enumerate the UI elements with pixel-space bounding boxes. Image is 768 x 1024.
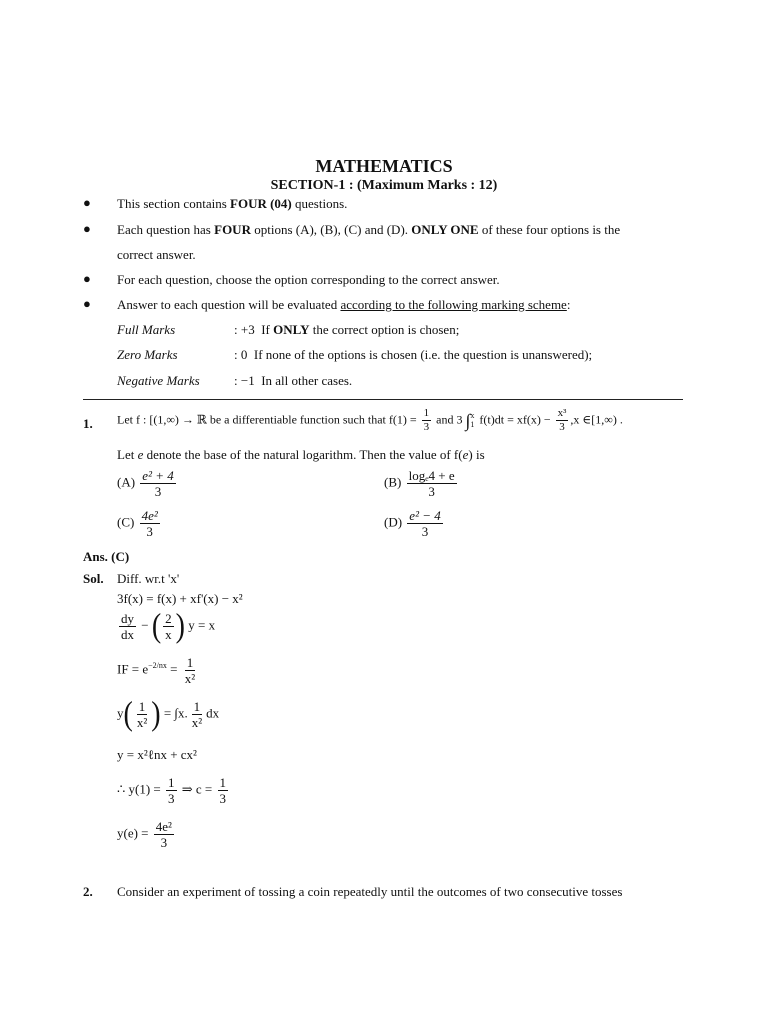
fraction-num: 1 (423, 407, 430, 419)
fraction (218, 776, 229, 805)
text: IF = e (117, 661, 149, 677)
fraction-den: x² (191, 715, 203, 730)
text: : (566, 297, 571, 312)
paren-close: ) (175, 607, 185, 645)
text: ⇒ c = (181, 781, 213, 797)
fraction-den: 3 (219, 791, 227, 806)
text: If (261, 322, 274, 337)
upper-limit: x (470, 410, 475, 420)
fraction-num: 1 (138, 699, 146, 714)
fraction-num: dy (121, 611, 134, 626)
marking-label-full: Full Marks (117, 322, 176, 337)
marking-label-negative: Negative Marks (117, 373, 200, 388)
text: In all other cases. (261, 373, 353, 388)
page-title: MATHEMATICS (315, 156, 453, 176)
fraction-den: dx (121, 627, 134, 642)
question-2-stem: Consider an experiment of tossing a coin repeatedly until the outcomes of two consecutive tosses (117, 884, 623, 899)
fraction (154, 820, 174, 849)
fraction (183, 656, 197, 685)
text: If none of the options is chosen (i.e. the question is unanswered); (253, 347, 593, 362)
underlined-text: according to the following marking scheme (340, 297, 567, 312)
fraction-den: x (165, 627, 172, 642)
fraction-num: 1 (186, 655, 194, 670)
fraction (119, 612, 136, 641)
fraction-den: 3 (421, 524, 429, 539)
text: Let f : [(1,∞) → ℝ be a differentiable function such that f(1) = (117, 412, 417, 427)
option-label: (C) (117, 514, 135, 530)
option-fraction (407, 509, 442, 538)
fraction-num: e² − 4 (409, 508, 441, 523)
text: questions. (291, 196, 348, 211)
option-fraction (407, 469, 457, 498)
answer: Ans. (C) (83, 549, 130, 564)
text: e (137, 447, 144, 462)
text: This section contains (117, 196, 231, 211)
bold-text: ONLY ONE (411, 222, 479, 237)
solution-line-8 (117, 820, 176, 849)
option-label: (D) (384, 514, 403, 530)
fraction-num: x³ (557, 407, 567, 419)
integral-icon: ∫ (465, 410, 471, 431)
text: ) is (468, 447, 485, 462)
text: y = x (188, 617, 216, 633)
fraction-den: 3 (168, 791, 175, 806)
bullet-icon: ● (83, 296, 91, 311)
fraction (190, 700, 204, 729)
fraction-num: 1 (168, 775, 175, 790)
fraction (166, 776, 177, 805)
marking-label-zero: Zero Marks (117, 347, 178, 362)
solution-line-2: 3f(x) = f(x) + xf'(x) − x² (117, 591, 243, 606)
exponent: −2/nx (148, 661, 167, 671)
fraction-num: 1 (219, 775, 227, 790)
option-label: (B) (384, 474, 402, 490)
text: the correct option is chosen; (309, 322, 460, 337)
text: denote the base of the natural logarithm. Then the value of f( (143, 447, 463, 462)
bullet-icon: ● (83, 271, 91, 286)
text: = (166, 661, 178, 677)
fraction-den: 3 (423, 421, 430, 433)
solution-line-6: y = x²ℓnx + cx² (117, 747, 197, 762)
text: Answer to each question will be evaluated (117, 297, 341, 312)
question-1-stem (117, 408, 623, 433)
fraction-num: 1 (193, 699, 201, 714)
marking-row-negative (234, 374, 352, 387)
question-number: 1. (83, 416, 93, 431)
option-fraction (140, 509, 160, 538)
bullet-icon: ● (83, 221, 91, 236)
bold-text: FOUR (04) (230, 196, 292, 211)
instruction-2-cont: correct answer. (117, 247, 196, 262)
fraction-num: e² + 4 (142, 468, 174, 483)
text: = ∫x. (163, 705, 188, 721)
instruction-4 (117, 298, 570, 311)
fraction (135, 700, 149, 729)
solution-line-7 (117, 776, 230, 805)
fraction (163, 612, 174, 641)
text: y(e) = (117, 825, 149, 841)
section-divider (83, 399, 683, 400)
question-number: 2. (83, 884, 93, 899)
solution-line-3 (117, 607, 216, 645)
bullet-icon: ● (83, 195, 91, 210)
text: f(t)dt = xf(x) − (479, 412, 551, 427)
paren-open: ( (123, 695, 133, 733)
text: and 3 (436, 412, 463, 427)
question-1-line2 (117, 448, 485, 461)
fraction-num: logₑ4 + e (408, 468, 455, 483)
fraction-den: x² (136, 715, 148, 730)
fraction (556, 408, 569, 433)
solution-label: Sol. (83, 571, 104, 586)
paren-close: ) (151, 695, 161, 733)
instruction-1 (117, 197, 347, 210)
instruction-2 (117, 223, 620, 236)
integral-limits (470, 412, 474, 430)
text: options (A), (B), (C) and (D). (250, 222, 412, 237)
lower-limit: 1 (470, 419, 475, 429)
fraction-den: 3 (154, 484, 162, 499)
text: ,x ∈[1,∞) . (570, 412, 623, 427)
bold-text: ONLY (273, 322, 310, 337)
fraction-den: 3 (146, 524, 153, 539)
option-c (117, 509, 162, 538)
solution-line-1: Diff. wr.t 'x' (117, 571, 180, 586)
marking-row-zero (234, 348, 592, 361)
paren-open: ( (151, 607, 162, 645)
marking-row-full (234, 323, 459, 336)
solution-line-4 (117, 656, 199, 685)
marking-value: : +3 (234, 322, 255, 337)
fraction-den: x² (184, 671, 196, 686)
fraction-num: 2 (165, 611, 172, 626)
minus-sign: − (141, 617, 149, 633)
text: of these four options is the (478, 222, 621, 237)
text: dx (206, 705, 220, 721)
bold-text: FOUR (214, 222, 251, 237)
fraction-num: 4e² (141, 508, 158, 523)
option-d (384, 509, 445, 538)
text: e (462, 447, 469, 462)
solution-line-5 (117, 695, 220, 733)
fraction-den: 3 (559, 421, 565, 433)
option-fraction (140, 469, 175, 498)
option-label: (A) (117, 474, 136, 490)
text: ∴ y(1) = (117, 781, 161, 797)
text: Let (117, 447, 138, 462)
fraction-num: 4e² (155, 819, 172, 834)
fraction-den: 3 (428, 484, 435, 499)
text: Each question has (117, 222, 215, 237)
section-heading: SECTION-1 : (Maximum Marks : 12) (270, 178, 498, 193)
fraction (422, 408, 432, 433)
option-b (384, 469, 459, 498)
marking-value: : 0 (234, 347, 248, 362)
text: y (117, 705, 124, 721)
option-a (117, 469, 178, 498)
fraction-den: 3 (160, 835, 168, 850)
marking-value: : −1 (234, 373, 255, 388)
instruction-3: For each question, choose the option corresponding to the correct answer. (117, 272, 500, 287)
